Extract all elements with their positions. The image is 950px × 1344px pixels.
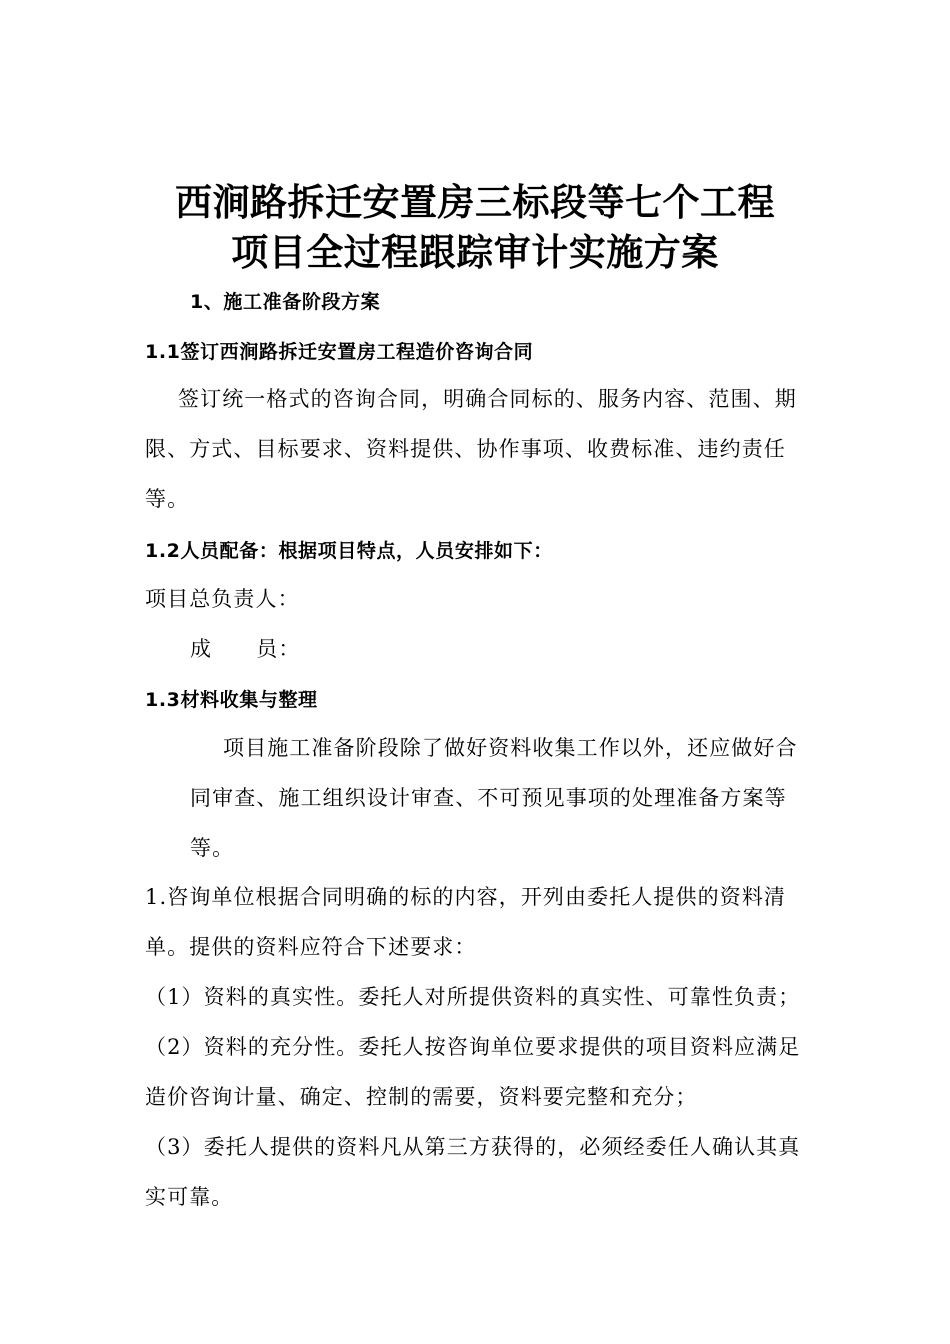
members-label: 成 员： [190, 637, 301, 661]
paragraph-line: 等。 [190, 836, 235, 860]
leader-label: 项目总负责人： [145, 587, 300, 611]
subsection-heading-1-1: 1.1签订西涧路拆迁安置房工程造价咨询合同 [145, 341, 534, 363]
paragraph-line: 签订统一格式的咨询合同，明确合同标的、服务内容、范围、期 [178, 387, 797, 411]
list-item-line: 单。提供的资料应符合下述要求： [145, 935, 477, 959]
section-heading: 1、施工准备阶段方案 [190, 291, 381, 313]
requirement-line: 实可靠。 [145, 1185, 234, 1209]
paragraph-line: 限、方式、目标要求、资料提供、协作事项、收费标准、违约责任 [145, 437, 786, 461]
list-item-line: 1.咨询单位根据合同明确的标的内容，开列由委托人提供的资料清 [145, 885, 787, 909]
document-title-line-1: 西涧路拆迁安置房三标段等七个工程 [175, 181, 775, 224]
subsection-heading-1-3: 1.3材料收集与整理 [145, 689, 318, 711]
requirement-line: （2）资料的充分性。委托人按咨询单位要求提供的项目资料应满足 [145, 1035, 801, 1059]
paragraph-line: 等。 [145, 487, 190, 511]
paragraph-line: 同审查、施工组织设计审查、不可预见事项的处理准备方案等 [190, 786, 787, 810]
paragraph-line: 项目施工准备阶段除了做好资料收集工作以外，还应做好合 [223, 736, 798, 760]
requirement-line: 造价咨询计量、确定、控制的需要，资料要完整和充分； [145, 1085, 698, 1109]
subsection-heading-1-2: 1.2人员配备：根据项目特点，人员安排如下： [145, 540, 553, 562]
document-title-line-2: 项目全过程跟踪审计实施方案 [231, 231, 719, 274]
requirement-line: （3）委托人提供的资料凡从第三方获得的，必须经委任人确认其真 [145, 1135, 801, 1159]
requirement-line: （1）资料的真实性。委托人对所提供资料的真实性、可靠性负责； [145, 985, 801, 1009]
